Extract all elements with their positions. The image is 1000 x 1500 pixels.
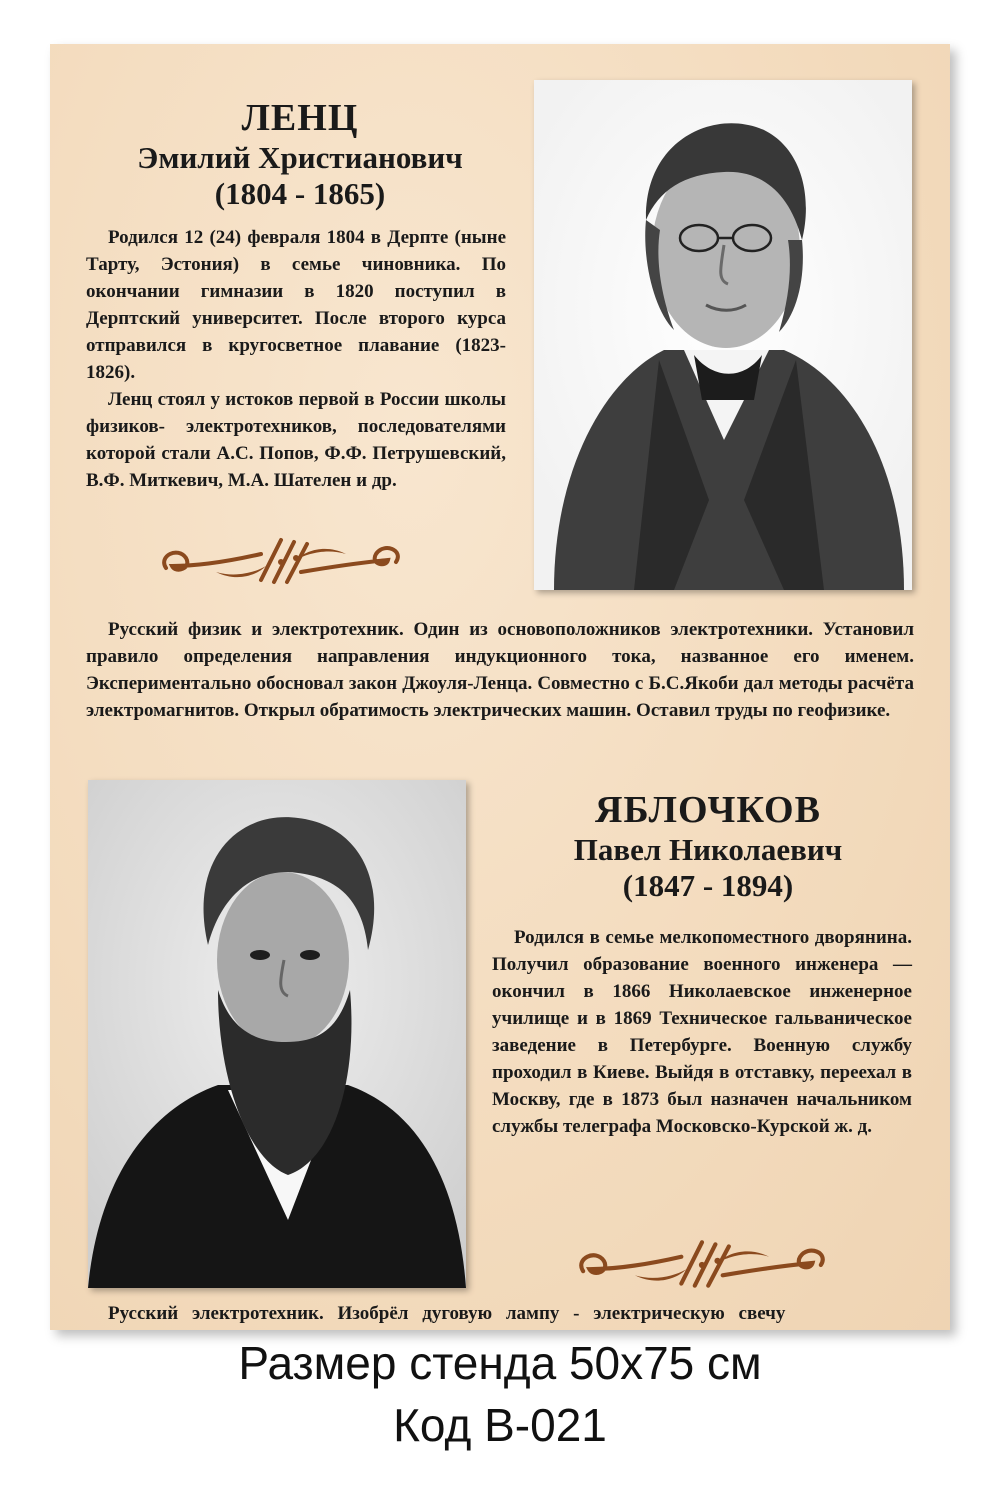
yablochkov-bio-paragraph: Родился в семье мелкопоместного дворянина. Получил образование военного инженера — окончил в 1866 Николаевское инженерное училище и в 1869 Техническое гальваническое заведение в Петербурге. Военную службу проходил в Киеве. Выйдя в отставку, переехал в Москву, где в 1873 был назначен начальником службы телеграфа Московско-Курской ж. д. [492, 927, 912, 1137]
poster-board [50, 44, 950, 1330]
stand-size-caption: Размер стенда 50х75 см [238, 1337, 762, 1389]
lenz-biography [86, 224, 506, 494]
lenz-patronym: Эмилий Христианович [137, 140, 463, 175]
lenz-years: (1804 - 1865) [214, 176, 386, 211]
lenz-surname: ЛЕНЦ [241, 97, 359, 139]
yablochkov-name-block [498, 788, 918, 904]
yablochkov-summary: Русский электротехник. Изобрёл дуговую лампу - электрическую свечу [108, 1303, 786, 1324]
lenz-name-block [90, 96, 510, 212]
stand-code-caption: Код В-021 [393, 1399, 607, 1451]
yablochkov-portrait-image [88, 780, 466, 1288]
lenz-bio-paragraph-1: Родился 12 (24) февраля 1804 в Дерпте (ныне Тарту, Эстония) в семье чиновника. По окончании гимназии в 1820 поступил в Дерптский университет. После второго курса отправился в кругосветное плавание (1823-1826). [86, 227, 506, 383]
lenz-bio-paragraph-2: Ленц стоял у истоков первой в России школы физиков- электротехников, последователями которой стали А.С. Попов, Ф.Ф. Петрушевский, В.Ф. Миткевич, М.А. Шателен и др. [86, 389, 506, 491]
yablochkov-biography [492, 924, 912, 1140]
flourish-ornament-icon [156, 532, 406, 592]
yablochkov-years: (1847 - 1894) [622, 868, 794, 903]
lenz-portrait-image [534, 80, 912, 590]
lenz-summary: Русский физик и электротехник. Один из основоположников электротехники. Установил правило определения направления индукционного тока, названное его именем. Экспериментально обосновал закон Джоуля-Ленца. Совместно с Б.С.Якоби дал методы расчёта электромагнитов. Открыл обратимость электрических машин. Оставил труды по геофизике. [86, 619, 914, 721]
flourish-ornament-icon [562, 1234, 842, 1296]
yablochkov-surname: ЯБЛОЧКОВ [595, 789, 821, 831]
yablochkov-patronym: Павел Николаевич [573, 832, 843, 867]
